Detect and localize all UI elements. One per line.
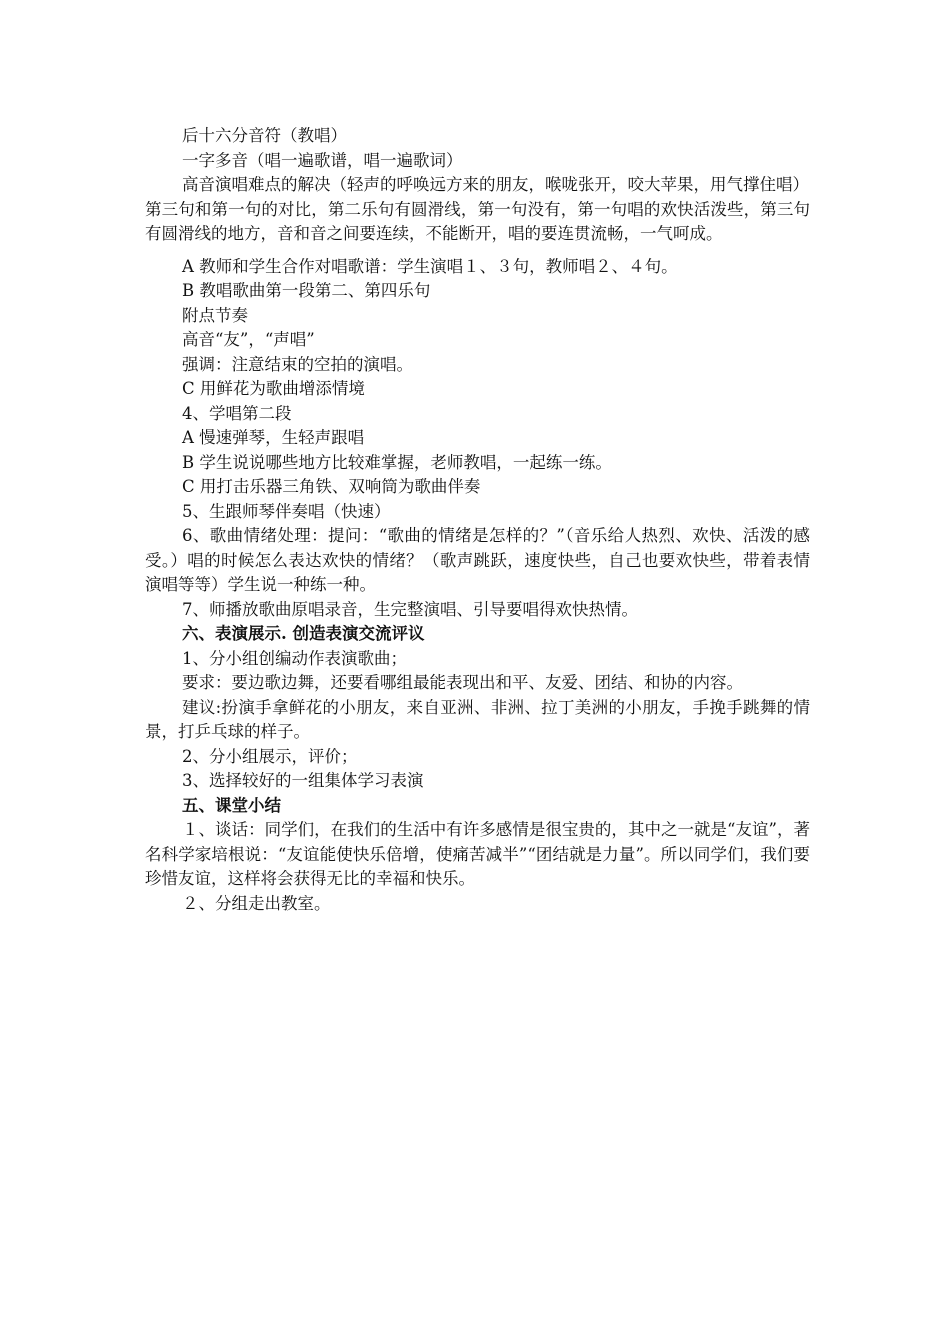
paragraph: 6、歌曲情绪处理：提问：“歌曲的情绪是怎样的？”（音乐给人热烈、欢快、活泼的感受。）唱的时候怎么表达欢快的情绪？（歌声跳跃，速度快些，自己也要欢快些，带着表情演唱等等）学生说一种练一种。 xyxy=(145,526,810,594)
paragraph: ２、分组走出教室。 xyxy=(182,893,331,913)
paragraph: C 用打击乐器三角铁、双响筒为歌曲伴奏 xyxy=(182,477,481,496)
paragraph: 7、师播放歌曲原唱录音，生完整演唱、引导要唱得欢快热情。 xyxy=(182,599,638,619)
paragraph: 后十六分音符（教唱） xyxy=(182,126,347,145)
paragraph: 强调：注意结束的空拍的演唱。 xyxy=(182,354,413,374)
paragraph: 一字多音（唱一遍歌谱，唱一遍歌词） xyxy=(182,150,463,170)
paragraph: 建议:扮演手拿鲜花的小朋友，来自亚洲、非洲、拉丁美洲的小朋友，手挽手跳舞的情景，打乒乓球的样子。 xyxy=(145,697,810,741)
paragraph: 要求：要边歌边舞，还要看哪组最能表现出和平、友爱、团结、和协的内容。 xyxy=(182,673,743,692)
paragraph: 第三句和第一句的对比，第二乐句有圆滑线，第一句没有，第一句唱的欢快活泼些，第三句有圆滑线的地方，音和音之间要连续，不能断开，唱的要连贯流畅，一气呵成。 xyxy=(145,199,810,243)
paragraph: A 慢速弹琴，生轻声跟唱 xyxy=(182,428,365,447)
section-heading: 六、表演展示. 创造表演交流评议 xyxy=(182,624,425,643)
paragraph: B 学生说说哪些地方比较难掌握，老师教唱，一起练一练。 xyxy=(182,452,612,472)
paragraph: 4、学唱第二段 xyxy=(182,403,292,423)
paragraph: 5、生跟师琴伴奏唱（快速） xyxy=(182,501,391,521)
paragraph: 2、分小组展示，评价； xyxy=(182,746,358,766)
paragraph: 3、选择较好的一组集体学习表演 xyxy=(182,771,424,790)
section-heading: 五、课堂小结 xyxy=(182,795,281,815)
paragraph: B 教唱歌曲第一段第二、第四乐句 xyxy=(182,281,431,300)
document-body xyxy=(145,124,810,916)
paragraph: C 用鲜花为歌曲增添情境 xyxy=(182,379,365,398)
paragraph: 高音演唱难点的解决（轻声的呼唤远方来的朋友，喉咙张开，咬大苹果，用气撑住唱） xyxy=(182,175,809,194)
paragraph: 高音“友”，“声唱” xyxy=(182,330,315,349)
paragraph: A 教师和学生合作对唱歌谱：学生演唱１、３句，教师唱２、４句。 xyxy=(182,256,678,276)
paragraph: １、谈话：同学们，在我们的生活中有许多感情是很宝贵的，其中之一就是“友谊”，著名科学家培根说：“友谊能使快乐倍增，使痛苦减半”“团结就是力量”。所以同学们，我们要珍惜友谊，这样将会获得无比的幸福和快乐。 xyxy=(145,820,810,888)
paragraph: 附点节奏 xyxy=(182,305,248,325)
paragraph: 1、分小组创编动作表演歌曲； xyxy=(182,648,407,668)
